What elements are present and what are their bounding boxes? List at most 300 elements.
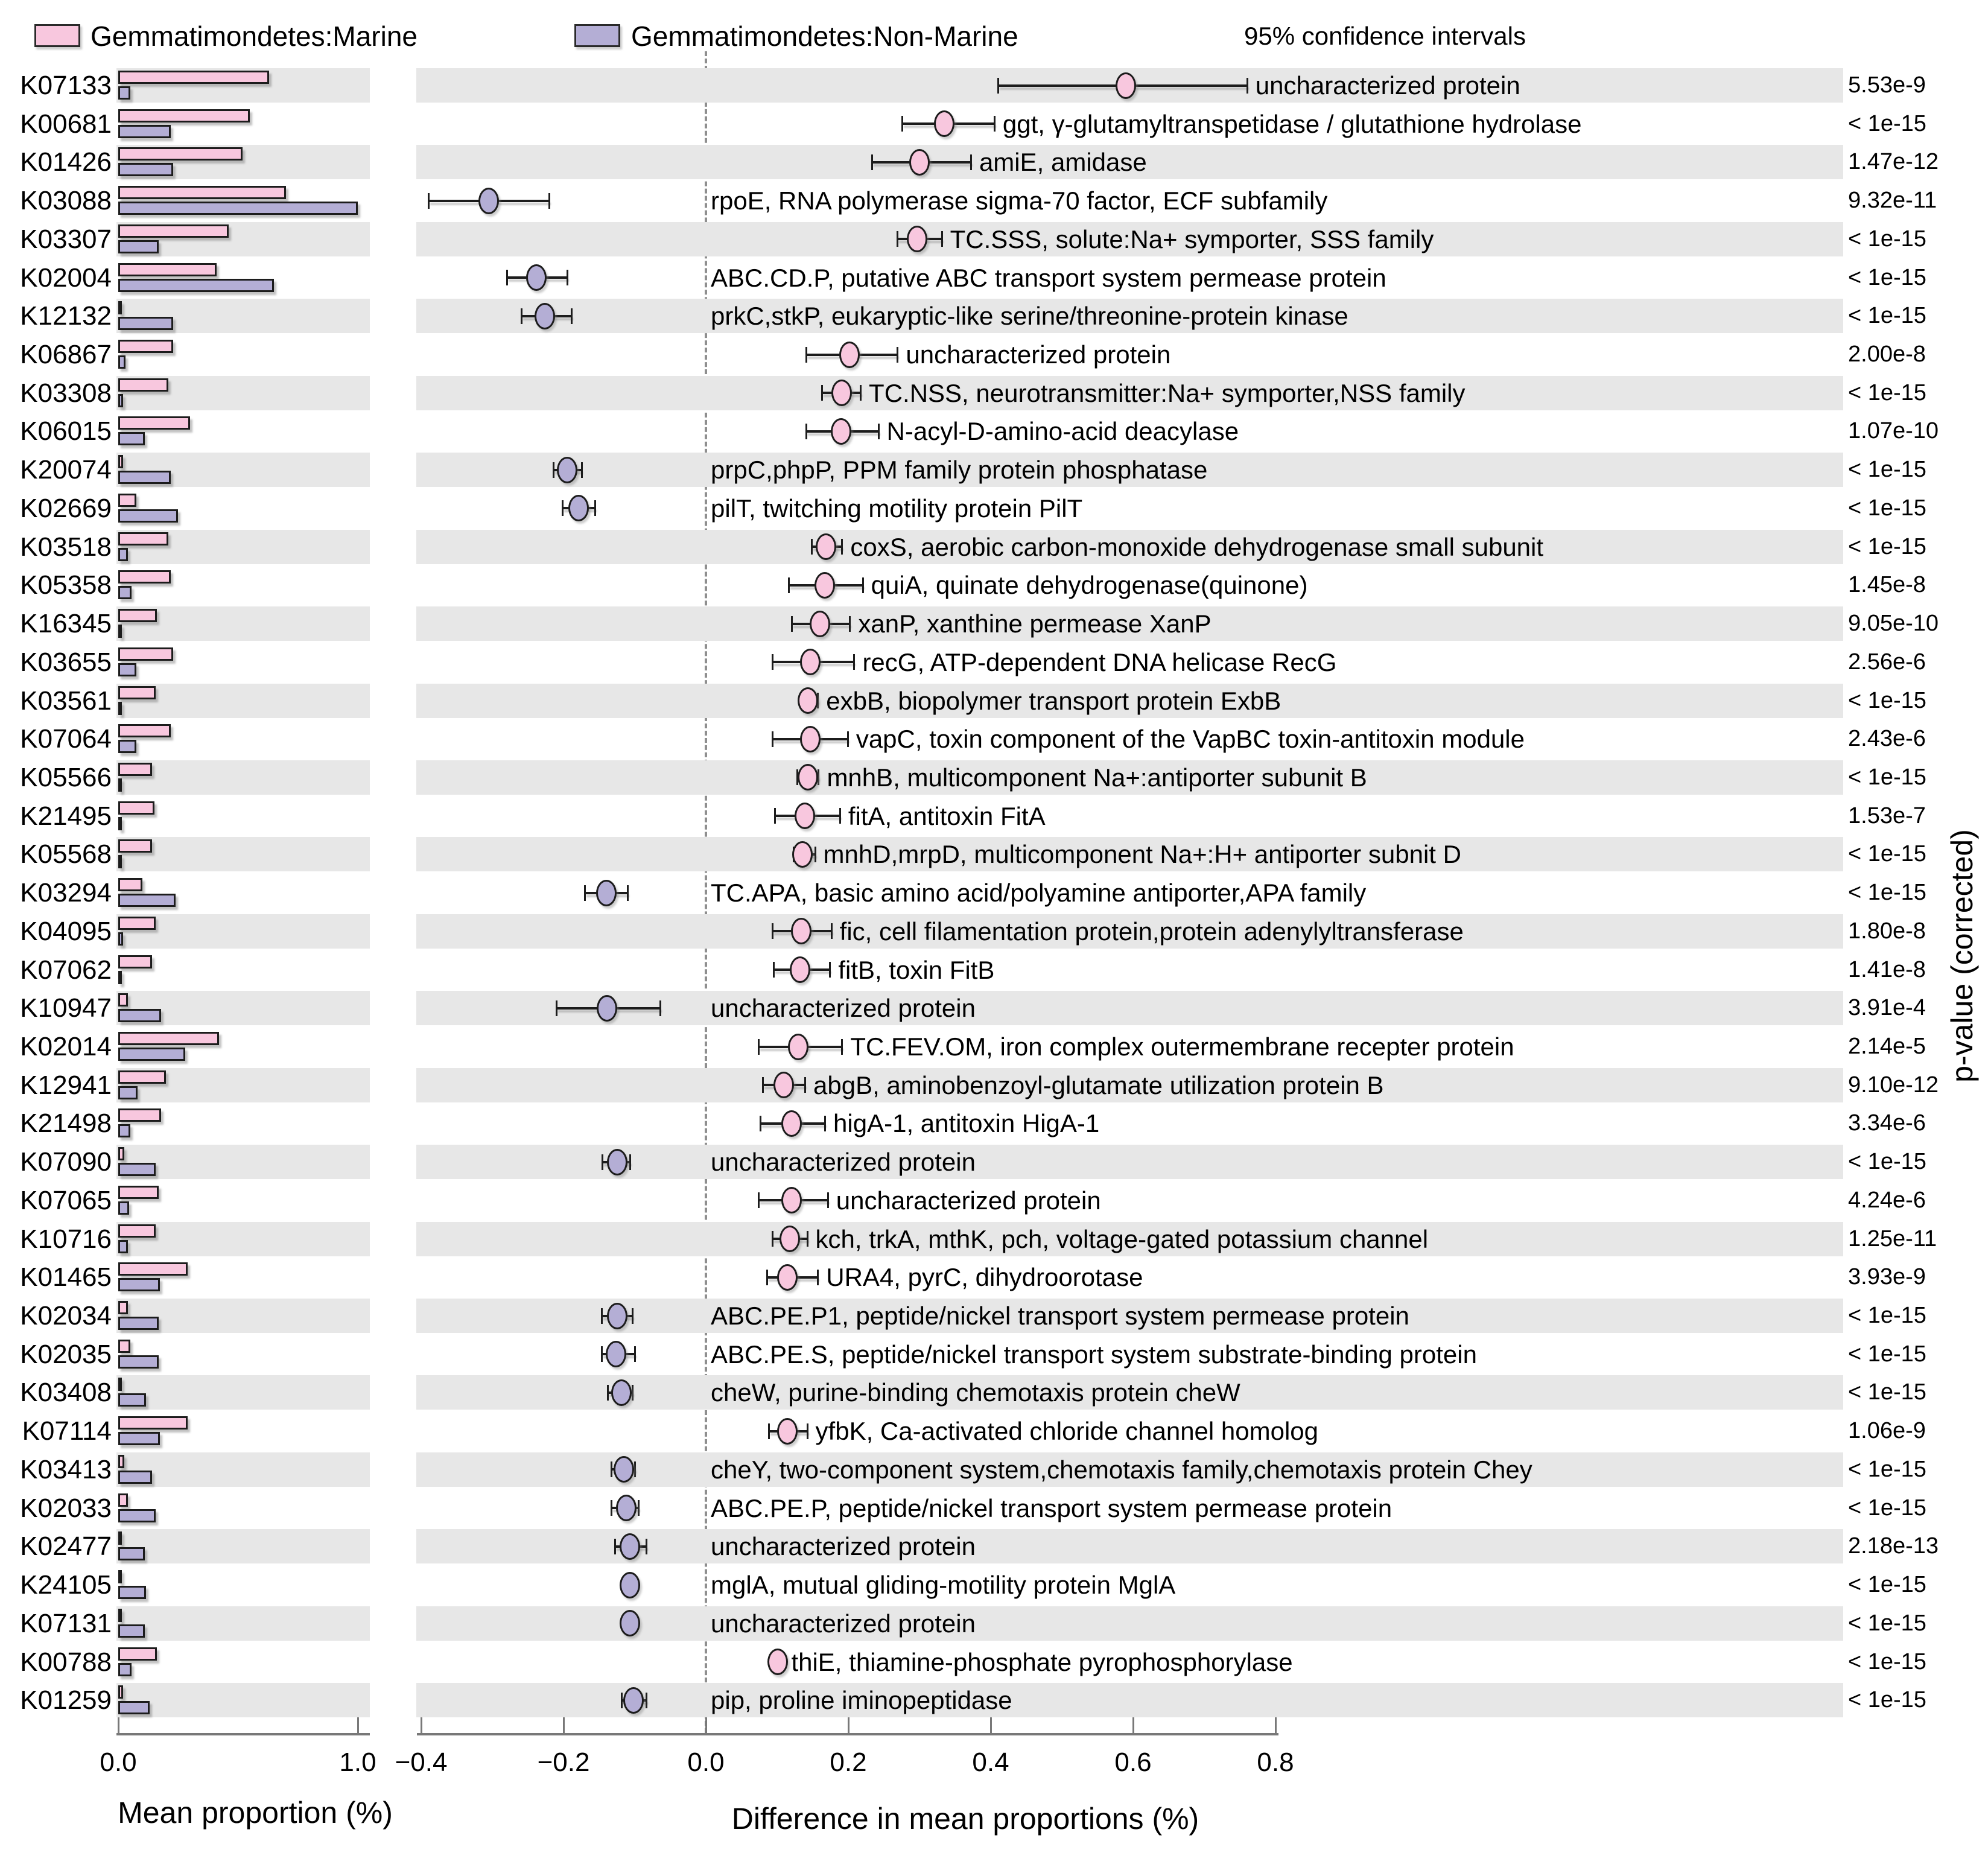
marine-bar bbox=[118, 955, 152, 968]
right-axis-title: p-value (corrected) bbox=[1945, 829, 1979, 1083]
ko-id-label: K16345 bbox=[20, 609, 112, 639]
nonmarine-bar bbox=[118, 1009, 161, 1022]
diff-axis-tick-label: 0.6 bbox=[1114, 1748, 1152, 1777]
marine-bar bbox=[118, 801, 154, 815]
marine-bar bbox=[118, 301, 122, 314]
ci-cap-right bbox=[841, 1039, 843, 1055]
legend-swatch-non-marine bbox=[574, 24, 620, 47]
ko-id-label: K01426 bbox=[20, 147, 112, 177]
p-value: 9.05e-10 bbox=[1848, 611, 1939, 637]
ci-cap-left bbox=[758, 1039, 760, 1055]
function-label: higA-1, antitoxin HigA-1 bbox=[833, 1109, 1100, 1138]
mean-axis-tick-label: 0.0 bbox=[100, 1748, 137, 1777]
function-label: ABC.PE.P1, peptide/nickel transport system permease protein bbox=[711, 1302, 1409, 1331]
diff-axis-title: Difference in mean proportions (%) bbox=[731, 1802, 1199, 1836]
p-value: < 1e-15 bbox=[1848, 264, 1926, 290]
ci-cap-right bbox=[994, 116, 996, 132]
nonmarine-bar bbox=[118, 1624, 145, 1638]
ci-cap-left bbox=[601, 1346, 603, 1362]
nonmarine-bar bbox=[118, 1432, 160, 1445]
marine-bar bbox=[118, 917, 156, 930]
marine-bar bbox=[118, 1570, 122, 1583]
nonmarine-bar bbox=[118, 1086, 138, 1099]
marine-bar bbox=[118, 1070, 166, 1084]
difference-dot bbox=[607, 1303, 627, 1329]
ci-cap-right bbox=[567, 270, 568, 285]
nonmarine-bar bbox=[118, 471, 171, 484]
function-label: yfbK, Ca-activated chloride channel homolog bbox=[815, 1417, 1319, 1446]
p-value: 4.24e-6 bbox=[1848, 1187, 1926, 1213]
row-band-mean bbox=[116, 1452, 370, 1487]
ci-cap-right bbox=[807, 1231, 808, 1247]
nonmarine-bar bbox=[118, 1317, 159, 1330]
ci-cap-right bbox=[970, 154, 972, 170]
ci-cap-right bbox=[634, 1461, 636, 1477]
nonmarine-bar bbox=[118, 240, 159, 253]
ci-cap-left bbox=[506, 270, 508, 285]
ci-cap-left bbox=[758, 1192, 760, 1208]
ci-cap-left bbox=[601, 1308, 603, 1324]
ko-id-label: K12132 bbox=[20, 301, 112, 331]
ko-id-label: K02033 bbox=[20, 1493, 112, 1523]
difference-dot bbox=[800, 726, 821, 752]
nonmarine-bar bbox=[118, 740, 136, 753]
difference-dot bbox=[815, 572, 835, 599]
p-value: 1.80e-8 bbox=[1848, 918, 1926, 944]
p-value: < 1e-15 bbox=[1848, 1687, 1926, 1713]
p-value: 1.41e-8 bbox=[1848, 956, 1926, 982]
marine-bar bbox=[118, 570, 171, 584]
nonmarine-bar bbox=[118, 702, 122, 715]
p-value: < 1e-15 bbox=[1848, 880, 1926, 906]
ci-cap-right bbox=[878, 424, 880, 439]
marine-bar bbox=[118, 1186, 159, 1199]
marine-bar bbox=[118, 224, 229, 238]
ci-cap-right bbox=[632, 1308, 634, 1324]
p-value: < 1e-15 bbox=[1848, 1649, 1926, 1674]
marine-bar bbox=[118, 1609, 122, 1622]
difference-dot bbox=[607, 1149, 627, 1175]
p-value: < 1e-15 bbox=[1848, 1495, 1926, 1521]
marine-bar bbox=[118, 378, 168, 392]
p-value: 2.56e-6 bbox=[1848, 649, 1926, 675]
ko-id-label: K06867 bbox=[20, 340, 112, 370]
p-value: < 1e-15 bbox=[1848, 380, 1926, 405]
p-value: 1.47e-12 bbox=[1848, 149, 1939, 175]
ci-cap-left bbox=[562, 500, 564, 516]
ko-id-label: K05566 bbox=[20, 762, 112, 792]
ko-id-label: K12941 bbox=[20, 1070, 112, 1100]
marine-bar bbox=[118, 71, 269, 84]
function-label: uncharacterized protein bbox=[711, 1532, 976, 1561]
nonmarine-bar bbox=[118, 1355, 159, 1369]
p-value: < 1e-15 bbox=[1848, 841, 1926, 867]
ko-id-label: K07090 bbox=[20, 1147, 112, 1177]
confidence-interval-note: 95% confidence intervals bbox=[1244, 22, 1526, 50]
marine-bar bbox=[118, 609, 157, 622]
p-value: 2.14e-5 bbox=[1848, 1034, 1926, 1059]
marine-bar bbox=[118, 1262, 188, 1276]
function-label: uncharacterized protein bbox=[906, 340, 1171, 369]
nonmarine-bar bbox=[118, 279, 274, 292]
function-label: mnhB, multicomponent Na+:antiporter subunit B bbox=[827, 763, 1367, 792]
p-value: < 1e-15 bbox=[1848, 687, 1926, 713]
difference-dot bbox=[611, 1379, 632, 1406]
ci-cap-left bbox=[821, 385, 823, 401]
p-value: 1.53e-7 bbox=[1848, 803, 1926, 828]
nonmarine-bar bbox=[118, 855, 122, 868]
nonmarine-bar bbox=[118, 86, 130, 100]
ci-cap-left bbox=[762, 1077, 764, 1093]
row-band-mean bbox=[116, 1529, 370, 1563]
ci-cap-right bbox=[849, 616, 851, 632]
ci-cap-right bbox=[941, 231, 943, 247]
ko-id-label: K02004 bbox=[20, 262, 112, 293]
marine-bar bbox=[118, 455, 123, 468]
p-value: 2.43e-6 bbox=[1848, 726, 1926, 752]
p-value: < 1e-15 bbox=[1848, 303, 1926, 329]
ko-id-label: K03088 bbox=[20, 186, 112, 216]
nonmarine-bar bbox=[118, 1663, 132, 1676]
difference-dot bbox=[909, 149, 930, 176]
nonmarine-bar bbox=[118, 778, 122, 792]
p-value: 1.25e-11 bbox=[1848, 1226, 1937, 1251]
function-label: uncharacterized protein bbox=[1255, 71, 1520, 100]
ci-cap-left bbox=[805, 347, 807, 363]
ko-id-label: K05568 bbox=[20, 839, 112, 870]
p-value: < 1e-15 bbox=[1848, 1149, 1926, 1175]
function-label: mnhD,mrpD, multicomponent Na+:H+ antiporter subnit D bbox=[823, 840, 1461, 869]
ci-cap-left bbox=[772, 923, 773, 939]
ci-cap-right bbox=[827, 1192, 829, 1208]
marine-bar bbox=[118, 724, 171, 737]
p-value: 3.34e-6 bbox=[1848, 1110, 1926, 1136]
function-label: coxS, aerobic carbon-monoxide dehydrogenase small subunit bbox=[850, 532, 1544, 561]
ko-id-label: K00788 bbox=[20, 1647, 112, 1677]
ko-id-label: K03518 bbox=[20, 532, 112, 562]
p-value: < 1e-15 bbox=[1848, 226, 1926, 252]
marine-bar bbox=[118, 1032, 219, 1045]
ci-cap-right bbox=[627, 885, 629, 901]
ko-id-label: K04095 bbox=[20, 916, 112, 946]
ko-id-label: K07062 bbox=[20, 955, 112, 985]
ko-id-label: K10947 bbox=[20, 993, 112, 1023]
nonmarine-bar bbox=[118, 932, 123, 946]
ci-cap-right bbox=[659, 1000, 661, 1016]
ci-cap-right bbox=[632, 1385, 634, 1401]
row-band-mean bbox=[116, 1683, 370, 1717]
ko-id-label: K02477 bbox=[20, 1531, 112, 1562]
ko-id-label: K00681 bbox=[20, 109, 112, 139]
function-label: cheW, purine-binding chemotaxis protein cheW bbox=[711, 1378, 1240, 1407]
ci-cap-right bbox=[817, 1270, 819, 1285]
marine-bar bbox=[118, 532, 168, 545]
ci-cap-left bbox=[614, 1539, 616, 1554]
mean-axis-tick-label: 1.0 bbox=[339, 1748, 376, 1777]
ci-cap-right bbox=[860, 385, 862, 401]
diff-axis-tick bbox=[421, 1717, 422, 1733]
ci-cap-left bbox=[621, 1693, 623, 1708]
function-label: TC.SSS, solute:Na+ symporter, SSS family bbox=[950, 224, 1434, 253]
marine-bar bbox=[118, 686, 156, 699]
legend-label-non-marine: Gemmatimondetes:Non-Marine bbox=[631, 21, 1018, 52]
function-label: ABC.CD.P, putative ABC transport system permease protein bbox=[711, 263, 1386, 292]
p-value: < 1e-15 bbox=[1848, 1610, 1926, 1636]
function-label: ABC.PE.S, peptide/nickel transport system substrate-binding protein bbox=[711, 1340, 1477, 1369]
marine-bar bbox=[118, 1301, 128, 1314]
diff-axis-tick bbox=[990, 1717, 992, 1733]
ci-cap-left bbox=[611, 1461, 612, 1477]
diff-axis-line bbox=[417, 1733, 1278, 1735]
nonmarine-bar bbox=[118, 1048, 185, 1061]
function-label: exbB, biopolymer transport protein ExbB bbox=[826, 686, 1281, 715]
ci-cap-left bbox=[768, 1423, 770, 1439]
difference-dot bbox=[616, 1495, 637, 1521]
p-value: < 1e-15 bbox=[1848, 1379, 1926, 1405]
diff-axis-tick bbox=[1132, 1717, 1134, 1733]
difference-dot bbox=[597, 995, 617, 1022]
ci-cap-left bbox=[897, 231, 898, 247]
p-value: 2.18e-13 bbox=[1848, 1533, 1939, 1559]
ci-cap-left bbox=[556, 1000, 557, 1016]
ci-cap-left bbox=[772, 1231, 773, 1247]
difference-dot bbox=[781, 1110, 802, 1137]
ko-id-label: K10716 bbox=[20, 1224, 112, 1254]
ci-cap-left bbox=[766, 1270, 768, 1285]
difference-dot bbox=[767, 1649, 788, 1675]
ko-id-label: K07114 bbox=[22, 1416, 112, 1446]
marine-bar bbox=[118, 147, 243, 161]
p-value: 3.91e-4 bbox=[1848, 995, 1926, 1021]
marine-bar bbox=[118, 1378, 122, 1391]
difference-dot bbox=[773, 1072, 794, 1098]
p-value: 3.93e-9 bbox=[1848, 1264, 1926, 1290]
marine-bar bbox=[118, 878, 142, 891]
nonmarine-bar bbox=[118, 1124, 130, 1137]
p-value: < 1e-15 bbox=[1848, 1341, 1926, 1367]
nonmarine-bar bbox=[118, 1701, 150, 1714]
function-label: fic, cell filamentation protein,protein adenylyltransferase bbox=[839, 917, 1464, 946]
marine-bar bbox=[118, 1685, 123, 1699]
nonmarine-bar bbox=[118, 1278, 160, 1291]
difference-dot bbox=[790, 956, 810, 983]
difference-dot bbox=[620, 1572, 640, 1598]
row-band-mean bbox=[116, 760, 370, 795]
ci-cap-left bbox=[805, 424, 807, 439]
ko-id-label: K03294 bbox=[20, 878, 112, 908]
ci-cap-right bbox=[841, 539, 843, 555]
function-label: xanP, xanthine permease XanP bbox=[858, 609, 1212, 638]
difference-dot bbox=[568, 495, 589, 521]
ci-cap-right bbox=[629, 1154, 631, 1170]
ci-cap-right bbox=[594, 500, 596, 516]
function-label: pilT, twitching motility protein PilT bbox=[711, 494, 1083, 523]
ko-id-label: K07065 bbox=[20, 1185, 112, 1215]
ci-cap-left bbox=[428, 193, 430, 209]
nonmarine-bar bbox=[118, 663, 136, 676]
difference-dot bbox=[831, 418, 851, 445]
ko-id-label: K02014 bbox=[20, 1032, 112, 1061]
difference-dot bbox=[810, 611, 830, 637]
nonmarine-bar bbox=[118, 971, 122, 984]
nonmarine-bar bbox=[118, 1240, 128, 1253]
p-value: 5.53e-9 bbox=[1848, 72, 1926, 98]
nonmarine-bar bbox=[118, 394, 123, 407]
ci-cap-left bbox=[611, 1500, 612, 1516]
diff-axis-tick bbox=[848, 1717, 850, 1733]
difference-dot bbox=[620, 1533, 640, 1560]
marine-bar bbox=[118, 494, 136, 507]
function-label: fitB, toxin FitB bbox=[838, 955, 995, 984]
difference-dot bbox=[620, 1610, 640, 1636]
function-label: vapC, toxin component of the VapBC toxin-antitoxin module bbox=[856, 725, 1525, 754]
ci-cap-right bbox=[829, 962, 831, 978]
ko-id-label: K07131 bbox=[20, 1608, 112, 1638]
nonmarine-bar bbox=[118, 894, 176, 907]
ci-cap-left bbox=[521, 308, 522, 324]
ci-cap-right bbox=[853, 654, 855, 670]
difference-dot bbox=[1116, 72, 1136, 99]
ci-cap-right bbox=[807, 1423, 808, 1439]
nonmarine-bar bbox=[118, 509, 178, 523]
ko-id-label: K01465 bbox=[20, 1262, 112, 1293]
ko-id-label: K06015 bbox=[20, 416, 112, 447]
ko-id-label: K02035 bbox=[20, 1339, 112, 1369]
ko-id-label: K21498 bbox=[20, 1108, 112, 1139]
ci-cap-right bbox=[581, 462, 583, 478]
marine-bar bbox=[118, 340, 173, 353]
nonmarine-bar bbox=[118, 1163, 156, 1176]
function-label: mglA, mutual gliding-motility protein MglA bbox=[711, 1571, 1176, 1600]
marine-bar bbox=[118, 1493, 128, 1507]
ci-cap-left bbox=[773, 962, 775, 978]
nonmarine-bar bbox=[118, 163, 173, 176]
marine-bar bbox=[118, 416, 190, 430]
difference-dot bbox=[596, 880, 617, 906]
ko-id-label: K03413 bbox=[20, 1454, 112, 1484]
diff-axis-tick-label: −0.4 bbox=[395, 1748, 448, 1777]
marine-bar bbox=[118, 1647, 157, 1661]
marine-bar bbox=[118, 1224, 156, 1238]
diff-axis-tick bbox=[1275, 1717, 1277, 1733]
function-label: TC.APA, basic amino acid/polyamine antiporter,APA family bbox=[711, 879, 1367, 908]
function-label: pip, proline iminopeptidase bbox=[711, 1686, 1012, 1715]
ko-id-label: K21495 bbox=[20, 801, 112, 831]
ci-cap-right bbox=[1246, 78, 1248, 94]
p-value: < 1e-15 bbox=[1848, 764, 1926, 790]
nonmarine-bar bbox=[118, 432, 145, 445]
difference-dot bbox=[526, 264, 547, 291]
nonmarine-bar bbox=[118, 817, 122, 830]
ci-cap-right bbox=[646, 1693, 647, 1708]
difference-dot bbox=[781, 1187, 802, 1213]
ko-id-label: K07064 bbox=[20, 724, 112, 754]
function-label: URA4, pyrC, dihydroorotase bbox=[826, 1263, 1143, 1292]
function-label: amiE, amidase bbox=[979, 148, 1147, 177]
marine-bar bbox=[118, 763, 152, 776]
diff-axis-tick-label: 0.2 bbox=[830, 1748, 867, 1777]
difference-dot bbox=[839, 342, 860, 368]
marine-bar bbox=[118, 1531, 122, 1545]
difference-dot bbox=[798, 764, 818, 790]
function-label: uncharacterized protein bbox=[711, 994, 976, 1023]
p-value: 9.32e-11 bbox=[1848, 188, 1937, 214]
function-label: TC.FEV.OM, iron complex outermembrane recepter protein bbox=[850, 1032, 1514, 1061]
difference-dot bbox=[777, 1418, 798, 1445]
function-label: quiA, quinate dehydrogenase(quinone) bbox=[871, 571, 1308, 600]
p-value: 9.10e-12 bbox=[1848, 1072, 1939, 1098]
ci-cap-left bbox=[788, 577, 790, 593]
ci-cap-left bbox=[772, 654, 773, 670]
p-value: < 1e-15 bbox=[1848, 495, 1926, 521]
difference-dot bbox=[557, 457, 577, 483]
ko-id-label: K01259 bbox=[20, 1685, 112, 1716]
function-label: prpC,phpP, PPM family protein phosphatase bbox=[711, 456, 1208, 485]
p-value: < 1e-15 bbox=[1848, 457, 1926, 483]
ci-cap-left bbox=[774, 808, 776, 824]
nonmarine-bar bbox=[118, 625, 122, 638]
ko-id-label: K03655 bbox=[20, 647, 112, 677]
ci-cap-right bbox=[638, 1500, 640, 1516]
marine-bar bbox=[118, 186, 286, 199]
function-label: abgB, aminobenzoyl-glutamate utilization protein B bbox=[813, 1070, 1384, 1099]
ci-cap-left bbox=[772, 731, 773, 747]
marine-bar bbox=[118, 1340, 130, 1353]
difference-dot bbox=[535, 303, 555, 329]
nonmarine-bar bbox=[118, 125, 171, 138]
ci-cap-left bbox=[584, 885, 586, 901]
marine-bar bbox=[118, 993, 128, 1007]
function-label: uncharacterized protein bbox=[836, 1186, 1101, 1215]
nonmarine-bar bbox=[118, 317, 173, 330]
difference-dot bbox=[798, 687, 818, 714]
marine-bar bbox=[118, 1147, 124, 1160]
p-value: 1.45e-8 bbox=[1848, 572, 1926, 598]
diff-axis-tick-label: 0.8 bbox=[1257, 1748, 1294, 1777]
p-value: < 1e-15 bbox=[1848, 110, 1926, 136]
difference-dot bbox=[795, 803, 815, 829]
ko-id-label: K03561 bbox=[20, 685, 112, 716]
difference-dot bbox=[934, 110, 954, 137]
ci-cap-right bbox=[818, 769, 819, 785]
function-label: TC.NSS, neurotransmitter:Na+ symporter,NSS family bbox=[869, 378, 1466, 407]
ko-id-label: K05358 bbox=[20, 570, 112, 600]
p-value: 2.00e-8 bbox=[1848, 342, 1926, 367]
p-value: < 1e-15 bbox=[1848, 1456, 1926, 1482]
function-label: prkC,stkP, eukaryptic-like serine/threonine-protein kinase bbox=[711, 302, 1348, 331]
nonmarine-bar bbox=[118, 202, 358, 215]
p-value: < 1e-15 bbox=[1848, 1303, 1926, 1329]
marine-bar bbox=[118, 839, 152, 853]
ko-id-label: K20074 bbox=[20, 455, 112, 485]
ko-id-label: K07133 bbox=[20, 71, 112, 100]
difference-dot bbox=[623, 1687, 644, 1714]
ci-cap-left bbox=[553, 462, 554, 478]
ci-cap-left bbox=[901, 116, 903, 132]
nonmarine-bar bbox=[118, 548, 128, 561]
difference-dot bbox=[777, 1264, 798, 1291]
nonmarine-bar bbox=[118, 1201, 129, 1215]
nonmarine-bar bbox=[118, 1547, 145, 1560]
ci-cap-right bbox=[634, 1346, 636, 1362]
ci-cap-right bbox=[897, 347, 898, 363]
ko-id-label: K24105 bbox=[20, 1570, 112, 1600]
p-value: 1.07e-10 bbox=[1848, 418, 1939, 444]
diff-axis-tick bbox=[563, 1717, 565, 1733]
row-band-mean bbox=[116, 837, 370, 871]
row-band-mean bbox=[116, 1375, 370, 1410]
ko-id-label: K03308 bbox=[20, 378, 112, 408]
